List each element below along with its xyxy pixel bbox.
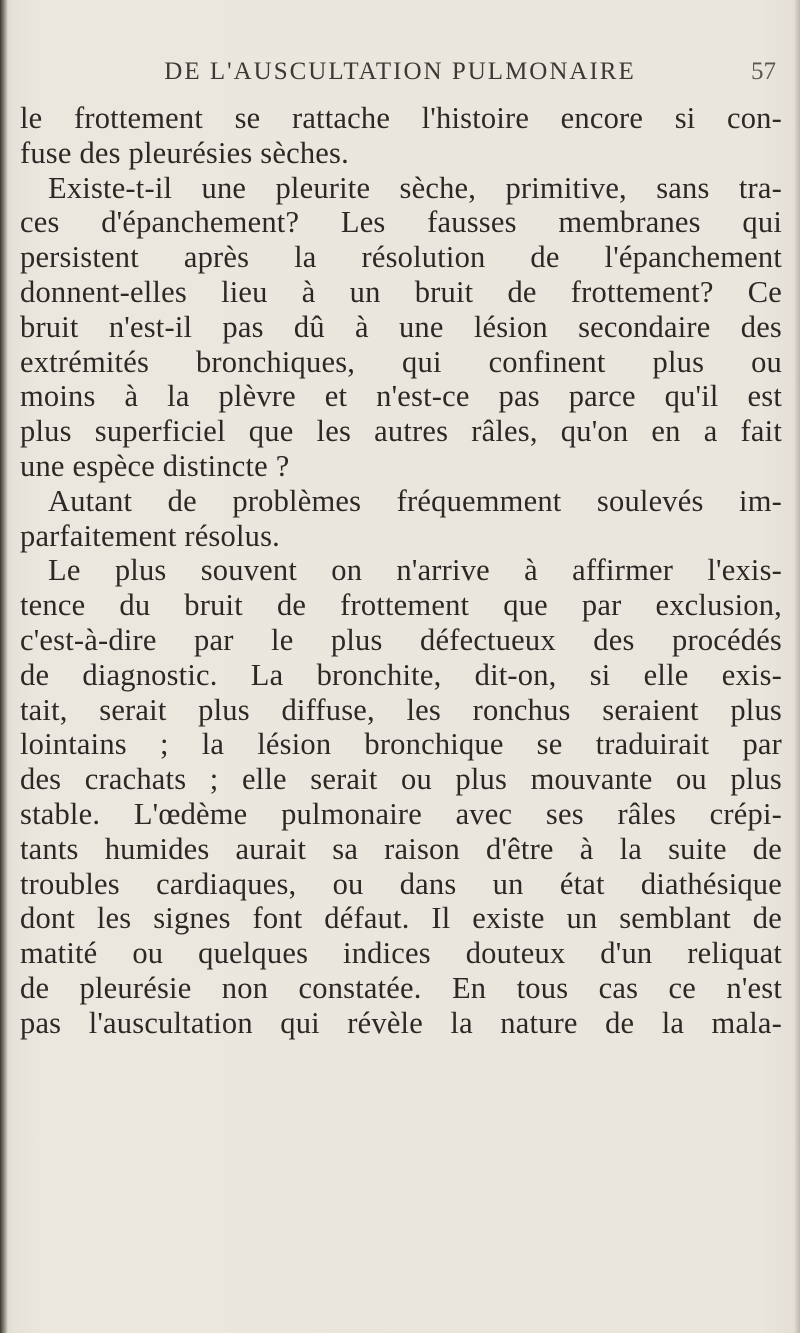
text-line: des crachats ; elle serait ou plus mouvante ou plus: [20, 762, 782, 797]
running-head: [0, 58, 800, 98]
text-line: stable. L'œdème pulmonaire avec ses râles crépi-: [20, 796, 782, 831]
text-line: une espèce distincte ?: [20, 448, 290, 483]
text-line: c'est-à-dire par le plus défectueux des procédés: [20, 622, 782, 657]
text-line: Existe-t-il une pleurite sèche, primitive, sans tra-: [48, 170, 782, 205]
text-line: tants humides aurait sa raison d'être à la suite de: [20, 831, 782, 866]
running-title: DE L'AUSCULTATION PULMONAIRE: [164, 58, 636, 85]
text-line: le frottement se rattache l'histoire encore si con-: [20, 101, 782, 135]
text-line: de pleurésie non constatée. En tous cas ce n'est: [20, 970, 782, 1005]
text-line: parfaitement résolus.: [20, 518, 280, 553]
text-line: ces d'épanchement? Les fausses membranes qui: [20, 205, 782, 240]
text-line: matité ou quelques indices douteux d'un reliquat: [20, 936, 782, 971]
page-spine-shadow: [0, 0, 8, 1333]
text-line: plus superficiel que les autres râles, qu'on en a fait: [20, 414, 782, 449]
text-line: persistent après la résolution de l'épanchement: [20, 240, 782, 275]
text-line: pas l'auscultation qui révèle la nature de la mala-: [20, 1005, 782, 1040]
page-right-edge: [794, 0, 800, 1333]
text-line: extrémités bronchiques, qui confinent plus ou: [20, 344, 782, 379]
text-line: tence du bruit de frottement que par exclusion,: [20, 588, 782, 623]
text-line: Le plus souvent on n'arrive à affirmer l'exis-: [48, 553, 782, 588]
text-line: lointains ; la lésion bronchique se traduirait par: [20, 727, 782, 762]
page-number: 57: [751, 58, 776, 85]
text-line: troubles cardiaques, ou dans un état diathésique: [20, 866, 782, 901]
text-line: tait, serait plus diffuse, les ronchus seraient plus: [20, 692, 782, 727]
text-line: bruit n'est-il pas dû à une lésion secondaire des: [20, 309, 782, 344]
text-line: moins à la plèvre et n'est-ce pas parce qu'il est: [20, 379, 782, 414]
text-line: Autant de problèmes fréquemment soulevés im-: [48, 483, 782, 518]
text-line: fuse des pleurésies sèches.: [20, 135, 349, 170]
text-line: donnent-elles lieu à un bruit de frottement? Ce: [20, 274, 782, 309]
body-text: [20, 101, 782, 1041]
text-line: dont les signes font défaut. Il existe un semblant de: [20, 901, 782, 936]
text-line: de diagnostic. La bronchite, dit-on, si elle exis-: [20, 657, 782, 692]
